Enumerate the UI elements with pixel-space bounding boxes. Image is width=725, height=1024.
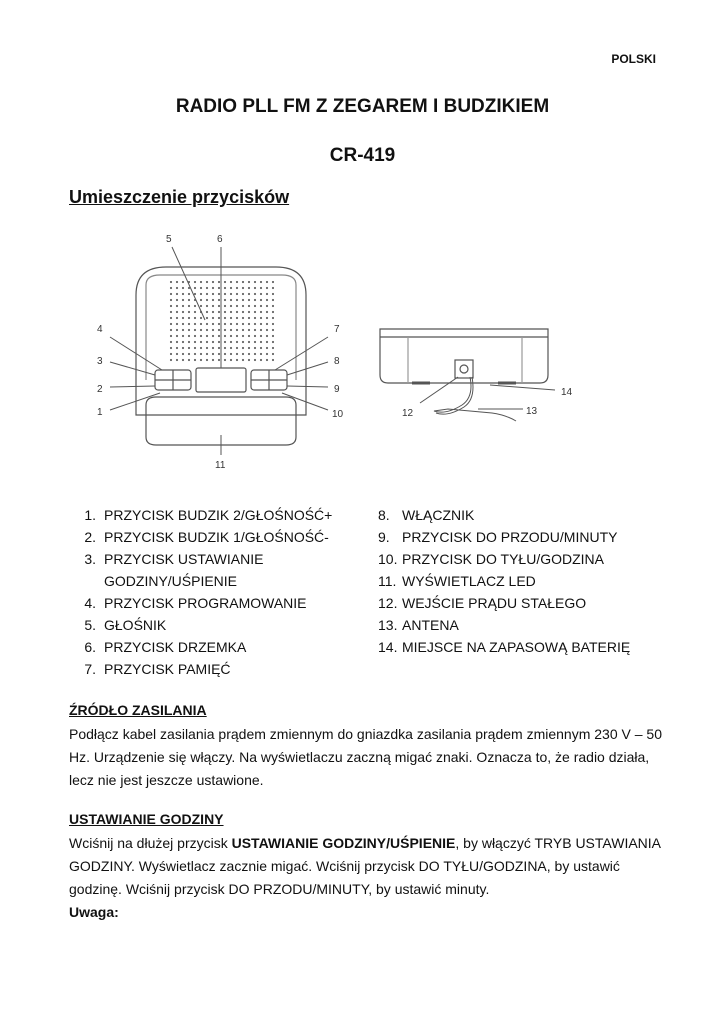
- list-item: 12. WEJŚCIE PRĄDU STAŁEGO: [378, 595, 587, 611]
- list-item: 3. PRZYCISK USTAWIANIE GODZINY/UŚPIENIE: [84, 551, 264, 589]
- list-item: 7. PRZYCISK PAMIĘĆ: [84, 661, 231, 677]
- section-heading-buttons: Umieszczenie przycisków: [69, 187, 290, 207]
- list-item: 13. ANTENA: [378, 617, 459, 633]
- list-item: 6. PRZYCISK DRZEMKA: [84, 639, 247, 655]
- list-item: 14. MIEJSCE NA ZAPASOWĄ BATERIĘ: [378, 639, 631, 655]
- callout-13: 13: [526, 406, 538, 417]
- callout-6: 6: [217, 234, 223, 245]
- power-paragraph: Podłącz kabel zasilania prądem zmiennym do gniazdka zasilania prądem zmiennym 230 V – 50 Hz. Urządzenie się włączy. Na wyświetlaczu zaczną migać znaki. Oznacza to, że radio działa, lecz nie jest jeszcze ustawione.: [69, 726, 662, 788]
- language-label: POLSKI: [611, 52, 656, 66]
- time-setting-heading: USTAWIANIE GODZINY: [69, 811, 224, 827]
- back-view: [380, 329, 548, 383]
- button-name-highlight: USTAWIANIE GODZINY/UŚPIENIE: [231, 835, 456, 851]
- callout-5: 5: [166, 234, 172, 245]
- list-item: 8. WŁĄCZNIK: [378, 507, 475, 523]
- power-heading: ŹRÓDŁO ZASILANIA: [69, 702, 207, 718]
- callout-7: 7: [334, 324, 340, 335]
- callout-9: 9: [334, 384, 340, 395]
- callout-11: 11: [215, 460, 226, 471]
- time-setting-paragraph: Wciśnij na dłużej przycisk USTAWIANIE GODZINY/UŚPIENIE, by włączyć TRYB USTAWIANIA GODZINY. Wyświetlacz zacznie migać. Wciśnij przycisk DO TYŁU/GODZINA, by ustawić godzinę. Wciśnij przycisk DO PRZODU/MINUTY, by ustawić minuty. Uwaga:: [69, 835, 661, 920]
- list-item: 11. WYŚWIETLACZ LED: [378, 573, 536, 589]
- list-item: 9. PRZYCISK DO PRZODU/MINUTY: [378, 529, 618, 545]
- callout-1: 1: [97, 407, 103, 418]
- device-diagram: [0, 225, 725, 475]
- callout-14: 14: [561, 387, 573, 398]
- list-item: 2. PRZYCISK BUDZIK 1/GŁOŚNOŚĆ-: [84, 529, 329, 545]
- callout-10: 10: [332, 409, 344, 420]
- callout-8: 8: [334, 356, 340, 367]
- callout-4: 4: [97, 324, 103, 335]
- list-item: 10. PRZYCISK DO TYŁU/GODZINA: [378, 551, 604, 567]
- callout-3: 3: [97, 356, 103, 367]
- note-label: Uwaga:: [69, 904, 119, 920]
- callout-2: 2: [97, 384, 103, 395]
- model-number: CR-419: [329, 145, 396, 166]
- list-item: 1. PRZYCISK BUDZIK 2/GŁOŚNOŚĆ+: [84, 507, 333, 523]
- parts-list-left: [70, 504, 370, 680]
- list-item: 4. PRZYCISK PROGRAMOWANIE: [84, 595, 307, 611]
- document-title: RADIO PLL FM Z ZEGAREM I BUDZIKIEM: [175, 96, 550, 117]
- parts-list-right: [352, 504, 682, 658]
- list-item: 5. GŁOŚNIK: [84, 617, 167, 633]
- callout-12: 12: [402, 408, 414, 419]
